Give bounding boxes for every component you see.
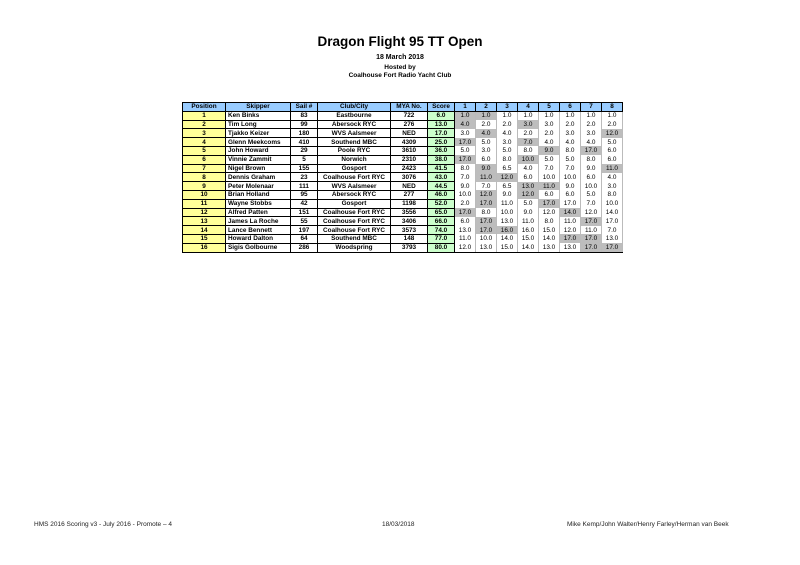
position-cell: 14 [183, 226, 226, 235]
score-cell: 43.0 [428, 173, 455, 182]
score-cell: 41.5 [428, 164, 455, 173]
table-row [183, 217, 623, 226]
race-result-cell: 17.0 [602, 243, 623, 252]
mya-number-cell: 4309 [391, 138, 428, 147]
skipper-cell: Tim Long [226, 120, 291, 129]
score-cell: 6.0 [428, 111, 455, 120]
position-cell: 15 [183, 234, 226, 243]
race-result-cell: 2.0 [581, 120, 602, 129]
table-row [183, 208, 623, 217]
race-result-cell: 17.0 [581, 146, 602, 155]
race-result-cell: 4.0 [560, 138, 581, 147]
race-result-cell: 1.0 [497, 111, 518, 120]
race-result-cell: 2.0 [518, 129, 539, 138]
column-header: MYA No. [391, 103, 428, 112]
mya-number-cell: NED [391, 182, 428, 191]
race-result-cell: 8.0 [560, 146, 581, 155]
race-result-cell: 7.0 [560, 164, 581, 173]
race-result-cell: 9.0 [518, 208, 539, 217]
column-header: 5 [539, 103, 560, 112]
sail-number-cell: 29 [291, 146, 318, 155]
race-result-cell: 3.0 [518, 120, 539, 129]
club-cell: Gosport [318, 199, 391, 208]
table-row [183, 173, 623, 182]
race-result-cell: 8.0 [581, 155, 602, 164]
race-result-cell: 1.0 [455, 111, 476, 120]
race-result-cell: 7.0 [602, 226, 623, 235]
race-result-cell: 17.0 [581, 243, 602, 252]
mya-number-cell: 276 [391, 120, 428, 129]
skipper-cell: Alfred Patten [226, 208, 291, 217]
skipper-cell: John Howard [226, 146, 291, 155]
race-result-cell: 8.0 [476, 208, 497, 217]
race-result-cell: 17.0 [476, 217, 497, 226]
footer-software: HMS 2016 Scoring v3 - July 2016 - Promote – 4 [34, 521, 173, 528]
race-result-cell: 17.0 [476, 226, 497, 235]
race-result-cell: 10.0 [476, 234, 497, 243]
race-result-cell: 5.0 [518, 199, 539, 208]
score-cell: 46.0 [428, 190, 455, 199]
race-result-cell: 8.0 [518, 146, 539, 155]
race-result-cell: 11.0 [518, 217, 539, 226]
race-result-cell: 1.0 [581, 111, 602, 120]
score-cell: 44.5 [428, 182, 455, 191]
sail-number-cell: 410 [291, 138, 318, 147]
position-cell: 6 [183, 155, 226, 164]
mya-number-cell: 3556 [391, 208, 428, 217]
race-result-cell: 6.0 [602, 155, 623, 164]
sail-number-cell: 180 [291, 129, 318, 138]
race-result-cell: 17.0 [602, 217, 623, 226]
race-result-cell: 8.0 [455, 164, 476, 173]
sail-number-cell: 155 [291, 164, 318, 173]
score-cell: 36.0 [428, 146, 455, 155]
race-result-cell: 11.0 [476, 173, 497, 182]
race-result-cell: 13.0 [560, 243, 581, 252]
table-row [183, 138, 623, 147]
mya-number-cell: 2423 [391, 164, 428, 173]
sail-number-cell: 83 [291, 111, 318, 120]
race-result-cell: 7.0 [539, 164, 560, 173]
score-cell: 25.0 [428, 138, 455, 147]
club-cell: Eastbourne [318, 111, 391, 120]
club-cell: WVS Aalsmeer [318, 129, 391, 138]
race-result-cell: 6.5 [497, 182, 518, 191]
mya-number-cell: 3076 [391, 173, 428, 182]
race-result-cell: 11.0 [602, 164, 623, 173]
race-result-cell: 3.0 [581, 129, 602, 138]
club-cell: Woodspring [318, 243, 391, 252]
club-cell: Coalhouse Fort RYC [318, 226, 391, 235]
column-header: Score [428, 103, 455, 112]
club-cell: Coalhouse Fort RYC [318, 208, 391, 217]
club-cell: WVS Aalsmeer [318, 182, 391, 191]
race-result-cell: 3.0 [539, 120, 560, 129]
race-result-cell: 2.0 [602, 120, 623, 129]
race-result-cell: 14.0 [602, 208, 623, 217]
race-result-cell: 17.0 [476, 199, 497, 208]
mya-number-cell: 3573 [391, 226, 428, 235]
race-result-cell: 6.0 [581, 173, 602, 182]
mya-number-cell: 722 [391, 111, 428, 120]
race-result-cell: 6.0 [602, 146, 623, 155]
race-result-cell: 1.0 [539, 111, 560, 120]
table-row [183, 155, 623, 164]
skipper-cell: Sigis Golbourne [226, 243, 291, 252]
race-result-cell: 13.0 [476, 243, 497, 252]
table-row [183, 243, 623, 252]
race-result-cell: 12.0 [560, 226, 581, 235]
skipper-cell: Peter Molenaar [226, 182, 291, 191]
race-result-cell: 1.0 [476, 111, 497, 120]
race-result-cell: 14.0 [560, 208, 581, 217]
race-result-cell: 5.0 [581, 190, 602, 199]
table-row [183, 111, 623, 120]
column-header: 6 [560, 103, 581, 112]
sail-number-cell: 64 [291, 234, 318, 243]
position-cell: 9 [183, 182, 226, 191]
table-row [183, 190, 623, 199]
sail-number-cell: 5 [291, 155, 318, 164]
position-cell: 10 [183, 190, 226, 199]
table-row [183, 182, 623, 191]
position-cell: 1 [183, 111, 226, 120]
race-result-cell: 9.0 [497, 190, 518, 199]
race-result-cell: 17.0 [455, 208, 476, 217]
race-result-cell: 7.0 [476, 182, 497, 191]
race-result-cell: 13.0 [518, 182, 539, 191]
club-cell: Abersock RYC [318, 120, 391, 129]
race-result-cell: 13.0 [539, 243, 560, 252]
mya-number-cell: 1198 [391, 199, 428, 208]
race-result-cell: 6.0 [518, 173, 539, 182]
column-header: 3 [497, 103, 518, 112]
mya-number-cell: 3610 [391, 146, 428, 155]
position-cell: 3 [183, 129, 226, 138]
race-result-cell: 6.0 [476, 155, 497, 164]
score-cell: 38.0 [428, 155, 455, 164]
column-header: Skipper [226, 103, 291, 112]
document-title: Dragon Flight 95 TT Open [317, 34, 483, 49]
race-result-cell: 10.0 [518, 155, 539, 164]
position-cell: 2 [183, 120, 226, 129]
race-result-cell: 16.0 [497, 226, 518, 235]
table-row [183, 164, 623, 173]
results-table [182, 102, 623, 253]
skipper-cell: Wayne Stobbs [226, 199, 291, 208]
skipper-cell: Ken Binks [226, 111, 291, 120]
position-cell: 13 [183, 217, 226, 226]
column-header: Club/City [318, 103, 391, 112]
score-cell: 77.0 [428, 234, 455, 243]
table-row [183, 226, 623, 235]
race-result-cell: 5.0 [560, 155, 581, 164]
race-result-cell: 3.0 [560, 129, 581, 138]
race-result-cell: 9.0 [560, 182, 581, 191]
race-result-cell: 3.0 [476, 146, 497, 155]
race-result-cell: 4.0 [602, 173, 623, 182]
host-club: Coalhouse Fort Radio Yacht Club [348, 72, 452, 79]
race-result-cell: 14.0 [518, 243, 539, 252]
race-result-cell: 17.0 [581, 217, 602, 226]
race-result-cell: 6.0 [560, 190, 581, 199]
skipper-cell: Howard Dalton [226, 234, 291, 243]
race-result-cell: 8.0 [539, 217, 560, 226]
footer-date: 18/03/2018 [382, 521, 415, 528]
race-result-cell: 5.0 [476, 138, 497, 147]
race-result-cell: 15.0 [518, 234, 539, 243]
race-result-cell: 11.0 [455, 234, 476, 243]
race-result-cell: 11.0 [560, 217, 581, 226]
race-result-cell: 5.0 [602, 138, 623, 147]
race-result-cell: 1.0 [518, 111, 539, 120]
sail-number-cell: 23 [291, 173, 318, 182]
race-result-cell: 4.0 [581, 138, 602, 147]
race-result-cell: 12.0 [476, 190, 497, 199]
skipper-cell: Nigel Brown [226, 164, 291, 173]
position-cell: 12 [183, 208, 226, 217]
race-result-cell: 8.0 [602, 190, 623, 199]
event-date: 18 March 2018 [376, 54, 424, 61]
mya-number-cell: NED [391, 129, 428, 138]
race-result-cell: 11.0 [539, 182, 560, 191]
race-result-cell: 2.0 [455, 199, 476, 208]
race-result-cell: 17.0 [581, 234, 602, 243]
table-row [183, 199, 623, 208]
race-result-cell: 4.0 [539, 138, 560, 147]
position-cell: 4 [183, 138, 226, 147]
sail-number-cell: 197 [291, 226, 318, 235]
sail-number-cell: 99 [291, 120, 318, 129]
race-result-cell: 7.0 [581, 199, 602, 208]
race-result-cell: 12.0 [518, 190, 539, 199]
race-result-cell: 17.0 [539, 199, 560, 208]
position-cell: 11 [183, 199, 226, 208]
score-cell: 74.0 [428, 226, 455, 235]
race-result-cell: 7.0 [455, 173, 476, 182]
footer-scorers: Mike Kemp/John Walter/Henry Farley/Herman van Beek [567, 521, 729, 528]
column-header: 8 [602, 103, 623, 112]
race-result-cell: 4.0 [497, 129, 518, 138]
skipper-cell: Glenn Meekcoms [226, 138, 291, 147]
race-result-cell: 12.0 [602, 129, 623, 138]
mya-number-cell: 2310 [391, 155, 428, 164]
score-cell: 52.0 [428, 199, 455, 208]
sail-number-cell: 111 [291, 182, 318, 191]
position-cell: 16 [183, 243, 226, 252]
score-cell: 13.0 [428, 120, 455, 129]
race-result-cell: 2.0 [476, 120, 497, 129]
race-result-cell: 4.0 [476, 129, 497, 138]
table-row [183, 146, 623, 155]
sail-number-cell: 151 [291, 208, 318, 217]
table-header-row [183, 103, 623, 112]
score-cell: 65.0 [428, 208, 455, 217]
score-cell: 80.0 [428, 243, 455, 252]
race-result-cell: 7.0 [518, 138, 539, 147]
club-cell: Norwich [318, 155, 391, 164]
race-result-cell: 17.0 [455, 138, 476, 147]
race-result-cell: 12.0 [581, 208, 602, 217]
mya-number-cell: 3793 [391, 243, 428, 252]
race-result-cell: 17.0 [560, 199, 581, 208]
skipper-cell: Vinnie Zammit [226, 155, 291, 164]
race-result-cell: 10.0 [560, 173, 581, 182]
race-result-cell: 12.0 [539, 208, 560, 217]
race-result-cell: 3.0 [497, 138, 518, 147]
race-result-cell: 6.5 [497, 164, 518, 173]
race-result-cell: 14.0 [539, 234, 560, 243]
column-header: Position [183, 103, 226, 112]
mya-number-cell: 277 [391, 190, 428, 199]
mya-number-cell: 148 [391, 234, 428, 243]
score-cell: 66.0 [428, 217, 455, 226]
sail-number-cell: 286 [291, 243, 318, 252]
race-result-cell: 5.0 [455, 146, 476, 155]
column-header: 7 [581, 103, 602, 112]
race-result-cell: 13.0 [455, 226, 476, 235]
race-result-cell: 5.0 [539, 155, 560, 164]
race-result-cell: 10.0 [581, 182, 602, 191]
column-header: 4 [518, 103, 539, 112]
race-result-cell: 1.0 [560, 111, 581, 120]
sail-number-cell: 55 [291, 217, 318, 226]
race-result-cell: 2.0 [497, 120, 518, 129]
position-cell: 8 [183, 173, 226, 182]
column-header: Sail # [291, 103, 318, 112]
race-result-cell: 9.0 [455, 182, 476, 191]
column-header: 2 [476, 103, 497, 112]
race-result-cell: 12.0 [455, 243, 476, 252]
sail-number-cell: 42 [291, 199, 318, 208]
table-body [183, 111, 623, 252]
race-result-cell: 17.0 [560, 234, 581, 243]
club-cell: Southend MBC [318, 234, 391, 243]
race-result-cell: 11.0 [497, 199, 518, 208]
race-result-cell: 10.0 [539, 173, 560, 182]
race-result-cell: 17.0 [455, 155, 476, 164]
race-result-cell: 9.0 [476, 164, 497, 173]
position-cell: 5 [183, 146, 226, 155]
race-result-cell: 10.0 [602, 199, 623, 208]
table-row [183, 234, 623, 243]
race-result-cell: 12.0 [497, 173, 518, 182]
race-result-cell: 2.0 [539, 129, 560, 138]
club-cell: Abersock RYC [318, 190, 391, 199]
club-cell: Coalhouse Fort RYC [318, 217, 391, 226]
race-result-cell: 1.0 [602, 111, 623, 120]
mya-number-cell: 3406 [391, 217, 428, 226]
race-result-cell: 10.0 [497, 208, 518, 217]
race-result-cell: 5.0 [497, 146, 518, 155]
hosted-by-label: Hosted by [384, 64, 416, 71]
race-result-cell: 2.0 [560, 120, 581, 129]
score-cell: 17.0 [428, 129, 455, 138]
table-row [183, 120, 623, 129]
club-cell: Southend MBC [318, 138, 391, 147]
skipper-cell: Lance Bennett [226, 226, 291, 235]
race-result-cell: 6.0 [539, 190, 560, 199]
club-cell: Gosport [318, 164, 391, 173]
race-result-cell: 15.0 [539, 226, 560, 235]
race-result-cell: 4.0 [518, 164, 539, 173]
race-result-cell: 16.0 [518, 226, 539, 235]
skipper-cell: Tjakko Keizer [226, 129, 291, 138]
race-result-cell: 13.0 [602, 234, 623, 243]
sail-number-cell: 95 [291, 190, 318, 199]
race-result-cell: 3.0 [602, 182, 623, 191]
race-result-cell: 9.0 [539, 146, 560, 155]
race-result-cell: 8.0 [497, 155, 518, 164]
race-result-cell: 9.0 [581, 164, 602, 173]
club-cell: Poole RYC [318, 146, 391, 155]
race-result-cell: 3.0 [455, 129, 476, 138]
club-cell: Coalhouse Fort RYC [318, 173, 391, 182]
race-result-cell: 14.0 [497, 234, 518, 243]
table-row [183, 129, 623, 138]
race-result-cell: 15.0 [497, 243, 518, 252]
position-cell: 7 [183, 164, 226, 173]
skipper-cell: James La Roche [226, 217, 291, 226]
race-result-cell: 4.0 [455, 120, 476, 129]
race-result-cell: 11.0 [581, 226, 602, 235]
skipper-cell: Dennis Graham [226, 173, 291, 182]
race-result-cell: 6.0 [455, 217, 476, 226]
skipper-cell: Brian Holland [226, 190, 291, 199]
race-result-cell: 13.0 [497, 217, 518, 226]
column-header: 1 [455, 103, 476, 112]
race-result-cell: 10.0 [455, 190, 476, 199]
